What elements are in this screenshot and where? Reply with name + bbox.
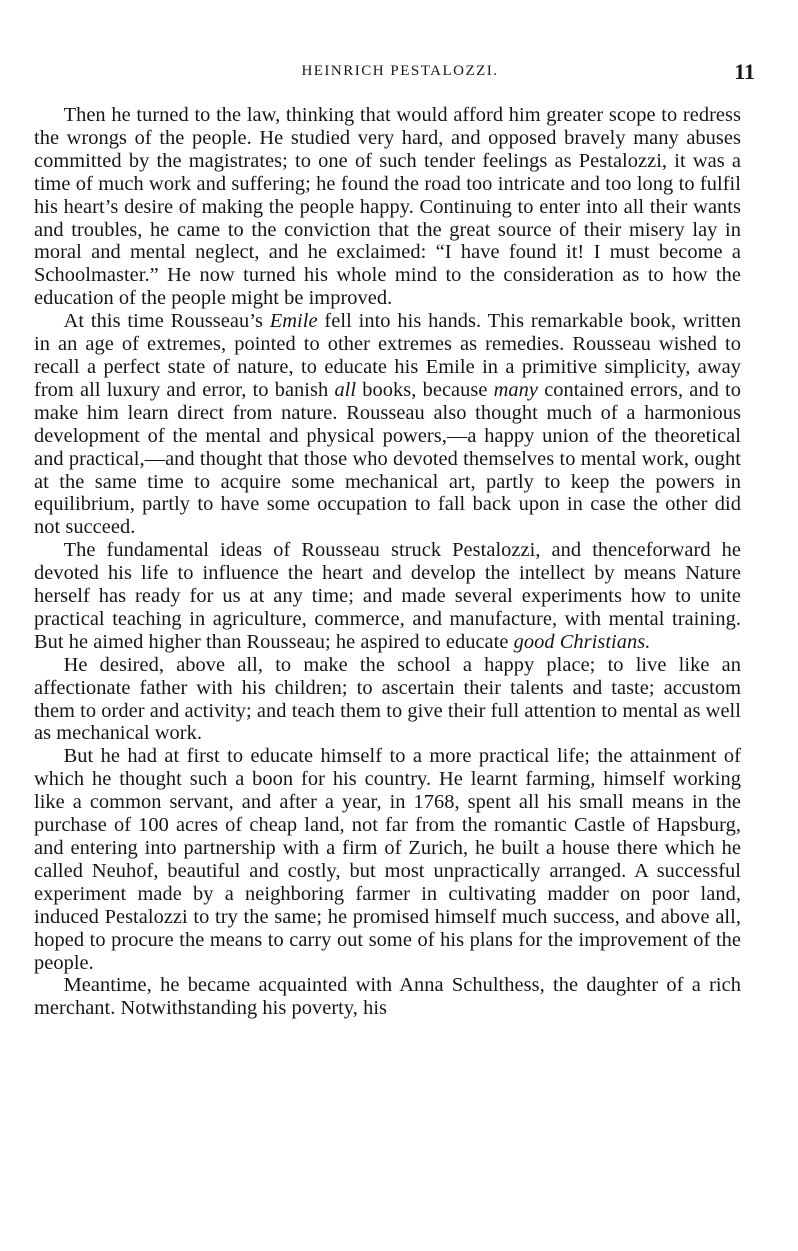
paragraph-practical-life [34, 745, 741, 974]
italic-title-emile: Emile [269, 310, 318, 333]
paragraph-text: At this time Rousseau’s [63, 310, 270, 333]
paragraph-text: Meantime, he became acquainted with Anna Schulthess, the daughter of a rich merchant. Notwithstanding his poverty, his [34, 974, 741, 1020]
italic-word-all: all [334, 378, 357, 401]
paragraph-school-happy-place [34, 654, 741, 746]
page-number: 11 [734, 59, 755, 84]
paragraph-text: Then he turned to the law, thinking that would afford him greater scope to redress the wrongs of the people. He studied very hard, and opposed bravely many abuses committed by the magistrates; to one of such tender feelings as Pestalozzi, it was a time of much work and suffering; he found the road too intricate and too long to fulfil his heart’s desire of making the people happy. Continuing to enter into all their wants and troubles, he came to the conviction that the great source of their misery lay in moral and mental neglect, and he exclaimed: “I have found it! I must become a Schoolmaster.” He now turned his whole mind to the consideration as to how the education of the people might be improved. [34, 104, 741, 310]
italic-word-many: many [493, 378, 539, 401]
italic-good-christians: good Christians. [513, 630, 651, 653]
paragraph-text: fell into his hands. This remarkable book, written in an age of extremes, pointed to other extremes as remedies. Rousseau wished to recall a perfect state of nature, to educate his Emile in a primitive simplicity, away from all luxury and error, to banish [34, 310, 741, 401]
paragraph-text: contained errors, and to make him learn direct from nature. Rousseau also thought much of a harmonious development of the mental and physical powers,—a happy union of the theoretical and practical,—and thought that those who devoted themselves to mental work, ought at the same time to acquire some mechanical art, partly to keep the powers in equilibrium, partly to have some occupation to fall back upon in case the other did not succeed. [34, 378, 742, 539]
paragraph-text: books, because [356, 378, 494, 401]
running-header [0, 59, 798, 89]
paragraph-law [34, 104, 741, 310]
paragraph-text: But he had at first to educate himself to a more practical life; the attainment of which he thought such a boon for his country. He learnt farming, himself working like a common servant, and after a year, in 1768, spent all his small means in the purchase of 100 acres of cheap land, not far from the romantic Castle of Hapsburg, and entering into partnership with a firm of Zurich, he built a house there which he called Neuhof, beautiful and costly, but most unpractically arranged. A successful experiment made by a neighboring farmer in cultivating madder on poor land, induced Pestalozzi to try the same; he promised himself much success, and above all, hoped to procure the means to carry out some of his plans for the improvement of the people. [34, 745, 741, 974]
body-text [34, 104, 741, 1020]
running-title: HEINRICH PESTALOZZI. [301, 63, 499, 79]
paragraph-text: The fundamental ideas of Rousseau struck Pestalozzi, and thenceforward he devoted his life to influence the heart and develop the intellect by means Nature herself has ready for us at any time; and made several experiments how to unite practical teaching in agriculture, commerce, and manufacture, with mental training. But he aimed higher than Rousseau; he aspired to educate [34, 539, 741, 653]
paragraph-text: He desired, above all, to make the school a happy place; to live like an affectionate father with his children; to ascertain their talents and taste; accustom them to order and activity; and teach them to give their full attention to mental as well as mechanical work. [34, 653, 741, 745]
paragraph-anna-schulthess [34, 974, 741, 1020]
paragraph-fundamental-ideas [34, 539, 741, 654]
paragraph-rousseau-emile [34, 310, 741, 539]
